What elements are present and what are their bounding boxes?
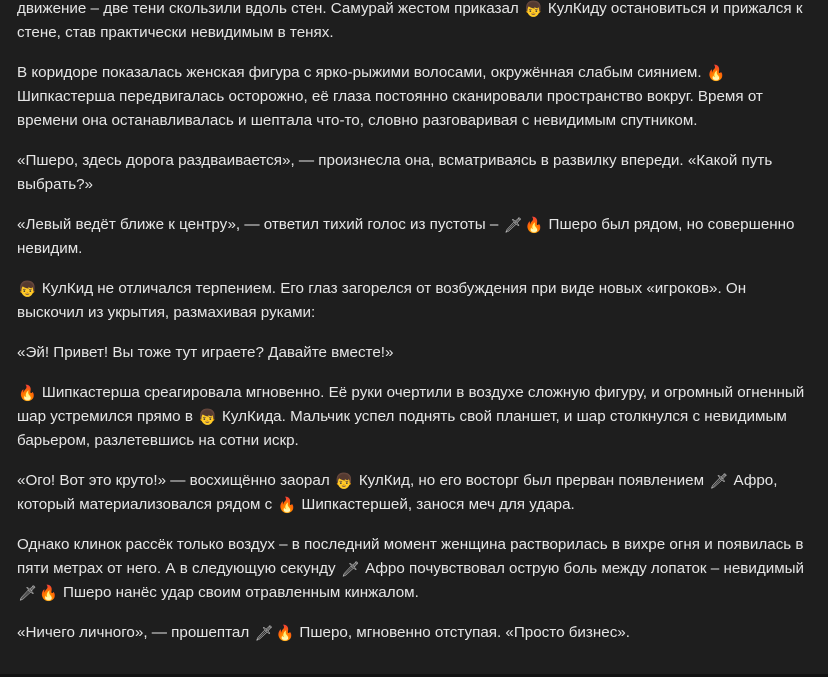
paragraph-text: «Левый ведёт ближе к центру», — ответил тихий голос из пустоты –: [17, 216, 503, 233]
dagger-emoji-icon: 🗡: [503, 216, 523, 234]
fire-emoji-icon: 🔥: [706, 64, 726, 82]
paragraph: [17, 277, 812, 325]
paragraph-text: КулКиду остановиться и прижался к стене, став практически невидимым в тенях.: [17, 0, 803, 41]
paragraph-text: В коридоре показалась женская фигура с ярко-рыжими волосами, окружённая слабым сиянием.: [17, 64, 706, 81]
boy-emoji-icon: 👦: [198, 408, 217, 426]
paragraph: [17, 621, 812, 645]
paragraph-text: Афро, который материализовался рядом с: [17, 472, 778, 513]
paragraph-text: КулКид не отличался терпением. Его глаз загорелся от возбуждения при виде новых «игроков». Он выскочил из укрытия, размахивая руками:: [17, 280, 747, 321]
fire-emoji-icon: 🔥: [524, 216, 544, 234]
paragraph-text: КулКид, но его восторг был прерван появлением: [354, 472, 709, 489]
paragraph-text: Шипкастершей, занося меч для удара.: [297, 496, 575, 513]
fire-emoji-icon: 🔥: [18, 384, 37, 402]
document-body: [17, 0, 812, 661]
paragraph: [17, 61, 812, 133]
fire-emoji-icon: 🔥: [39, 584, 58, 602]
dagger-emoji-icon: 🗡: [709, 472, 729, 490]
dagger-emoji-icon: 🗡: [254, 624, 274, 642]
paragraph: [17, 0, 812, 45]
paragraph-text: «Ничего личного», — прошептал: [17, 624, 254, 641]
paragraph: [17, 469, 812, 517]
boy-emoji-icon: 👦: [18, 280, 37, 298]
dagger-emoji-icon: 🗡: [18, 584, 38, 602]
paragraph-text: Пшеро нанёс удар своим отравленным кинжалом.: [58, 584, 419, 601]
dagger-emoji-icon: 🗡: [340, 560, 360, 578]
paragraph-text: движение – две тени скользили вдоль стен. Самурай жестом приказал: [17, 0, 524, 17]
paragraph-text: Пшеро был рядом, но совершенно невидим.: [17, 216, 795, 257]
boy-emoji-icon: 👦: [524, 0, 543, 18]
paragraph: [17, 381, 812, 453]
paragraph-text: Шипкастерша передвигалась осторожно, её глаза постоянно сканировали пространство вокруг. Время от времени она останавливалась и шептала что-то, словно разговаривая с невидимым спутником.: [17, 88, 763, 129]
paragraph: [17, 213, 812, 261]
paragraph-text: Пшеро, мгновенно отступая. «Просто бизнес».: [295, 624, 630, 641]
fire-emoji-icon: 🔥: [275, 624, 295, 642]
paragraph-text: «Эй! Привет! Вы тоже тут играете? Давайте вместе!»: [17, 344, 394, 361]
paragraph-text: Однако клинок рассёк только воздух – в последний момент женщина растворилась в вихре огня и появилась в пяти метрах от него. А в следующую секунду: [17, 536, 804, 577]
paragraph-text: Шипкастерша среагировала мгновенно. Её руки очертили в воздухе сложную фигуру, и огромный огненный шар устремился прямо в: [17, 384, 805, 425]
paragraph-text: «Пшеро, здесь дорога раздваивается», — произнесла она, всматриваясь в развилку впереди. «Какой путь выбрать?»: [17, 152, 773, 193]
paragraph: [17, 533, 812, 605]
paragraph-text: Афро почувствовал острую боль между лопаток – невидимый: [360, 560, 805, 577]
fire-emoji-icon: 🔥: [277, 496, 297, 514]
paragraph: [17, 149, 812, 197]
paragraph-text: КулКида. Мальчик успел поднять свой планшет, и шар столкнулся с невидимым барьером, разлетевшись на сотни искр.: [17, 408, 787, 449]
paragraph: [17, 341, 812, 365]
boy-emoji-icon: 👦: [334, 472, 354, 490]
paragraph-text: «Ого! Вот это круто!» — восхищённо заорал: [17, 472, 334, 489]
